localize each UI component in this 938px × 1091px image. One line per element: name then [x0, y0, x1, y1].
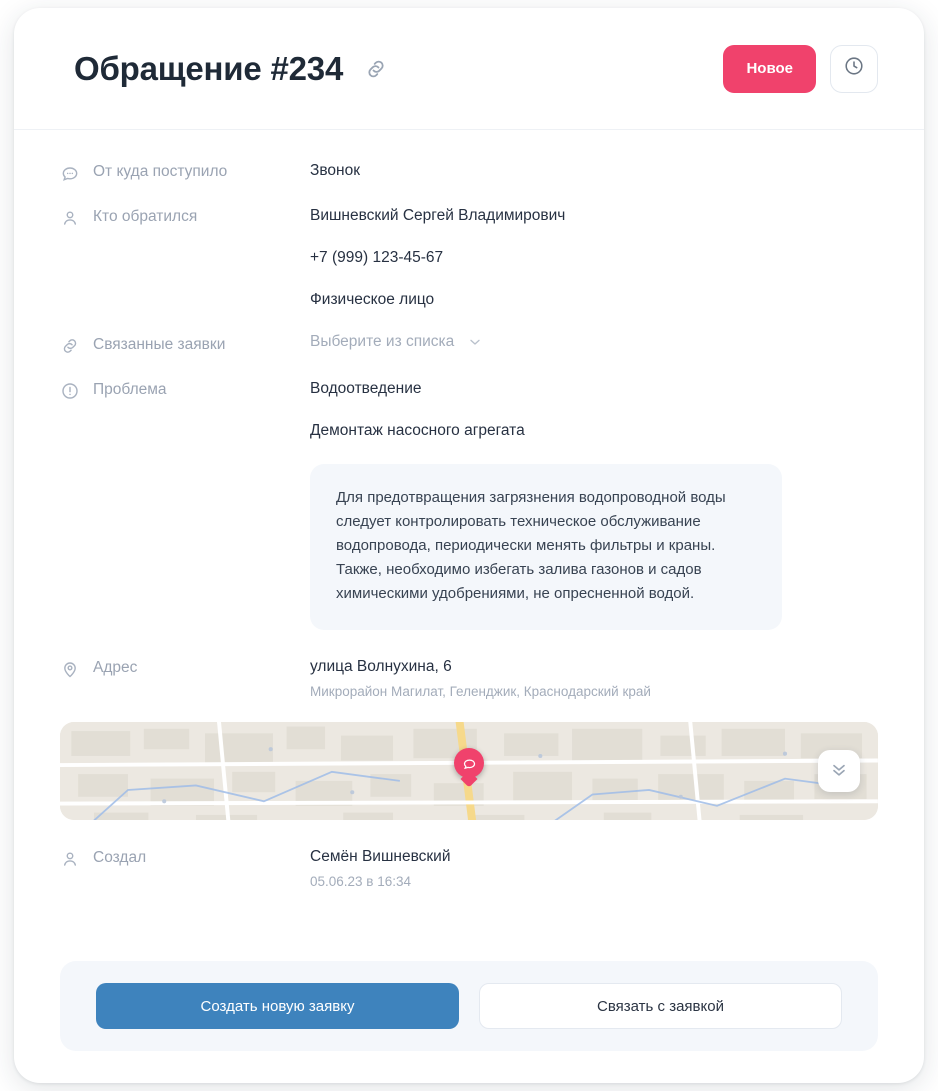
exclamation-circle-icon	[60, 381, 80, 401]
problem-category: Водоотведение	[310, 380, 422, 397]
problem-note: Для предотвращения загрязнения водопроводной воды следует контролировать техническое обслуживание водопровода, периодически менять фильтры и краны. Также, необходимо избегать залива газонов и садов химическими удобрениями, не опресненной водой.	[310, 464, 782, 630]
field-created-label	[60, 846, 310, 869]
field-source-value	[310, 160, 878, 182]
spacer	[60, 183, 878, 205]
field-label-text: Связанные заявки	[93, 336, 226, 353]
field-problem	[60, 378, 878, 630]
field-label-text: Создал	[93, 849, 147, 866]
page-title: Обращение #234	[74, 49, 344, 87]
ticket-card	[14, 8, 924, 1083]
created-datetime: 05.06.23 в 16:34	[310, 874, 412, 889]
field-created	[60, 846, 878, 892]
field-label-text: От куда поступило	[93, 163, 228, 180]
related-tickets-placeholder: Выберите из списка	[310, 333, 455, 350]
map-pin-icon	[60, 659, 80, 679]
chevron-down-icon	[467, 334, 483, 350]
field-source	[60, 160, 878, 183]
field-problem-value	[310, 378, 878, 630]
chevrons-down-icon	[829, 759, 849, 784]
source-value: Звонок	[310, 162, 361, 179]
created-author: Семён Вишневский	[310, 848, 451, 865]
spacer	[60, 356, 878, 378]
card-footer	[14, 961, 924, 1083]
map-marker-icon	[454, 748, 484, 778]
spacer	[60, 630, 878, 656]
footer-actions	[60, 961, 878, 1051]
card-body	[14, 130, 924, 961]
problem-subject: Демонтаж насосного агрегата	[310, 422, 525, 439]
link-to-request-button[interactable]: Связать с заявкой	[479, 983, 842, 1029]
applicant-name: Вишневский Сергей Владимирович	[310, 207, 566, 224]
applicant-phone: +7 (999) 123-45-67	[310, 249, 444, 266]
field-address	[60, 656, 878, 702]
link-chain-icon	[60, 336, 80, 356]
map-expand-button[interactable]	[818, 750, 860, 792]
address-street: улица Волнухина, 6	[310, 658, 452, 675]
field-label-text: Проблема	[93, 381, 167, 398]
card-header	[14, 8, 924, 130]
spacer	[60, 311, 878, 333]
field-related-label	[60, 333, 310, 356]
spacer	[60, 820, 878, 846]
history-button[interactable]	[830, 45, 878, 93]
related-tickets-select[interactable]	[310, 333, 483, 351]
field-applicant-label	[60, 205, 310, 228]
field-related	[60, 333, 878, 356]
applicant-type: Физическое лицо	[310, 291, 435, 308]
chat-bubble-icon	[60, 163, 80, 183]
address-map[interactable]	[60, 722, 878, 820]
address-region: Микрорайон Магилат, Геленджик, Краснодарский край	[310, 684, 651, 699]
field-problem-label	[60, 378, 310, 401]
user-icon	[60, 208, 80, 228]
field-created-value	[310, 846, 878, 892]
field-address-label	[60, 656, 310, 679]
field-address-value	[310, 656, 878, 702]
field-label-text: Адрес	[93, 659, 138, 676]
field-related-value	[310, 333, 878, 351]
field-applicant-value	[310, 205, 878, 311]
field-label-text: Кто обратился	[93, 208, 198, 225]
status-badge[interactable]: Новое	[723, 45, 816, 93]
field-source-label	[60, 160, 310, 183]
create-new-request-button[interactable]: Создать новую заявку	[96, 983, 459, 1029]
clock-icon	[843, 55, 865, 82]
field-applicant	[60, 205, 878, 311]
link-icon[interactable]	[363, 56, 389, 82]
user-icon	[60, 849, 80, 869]
